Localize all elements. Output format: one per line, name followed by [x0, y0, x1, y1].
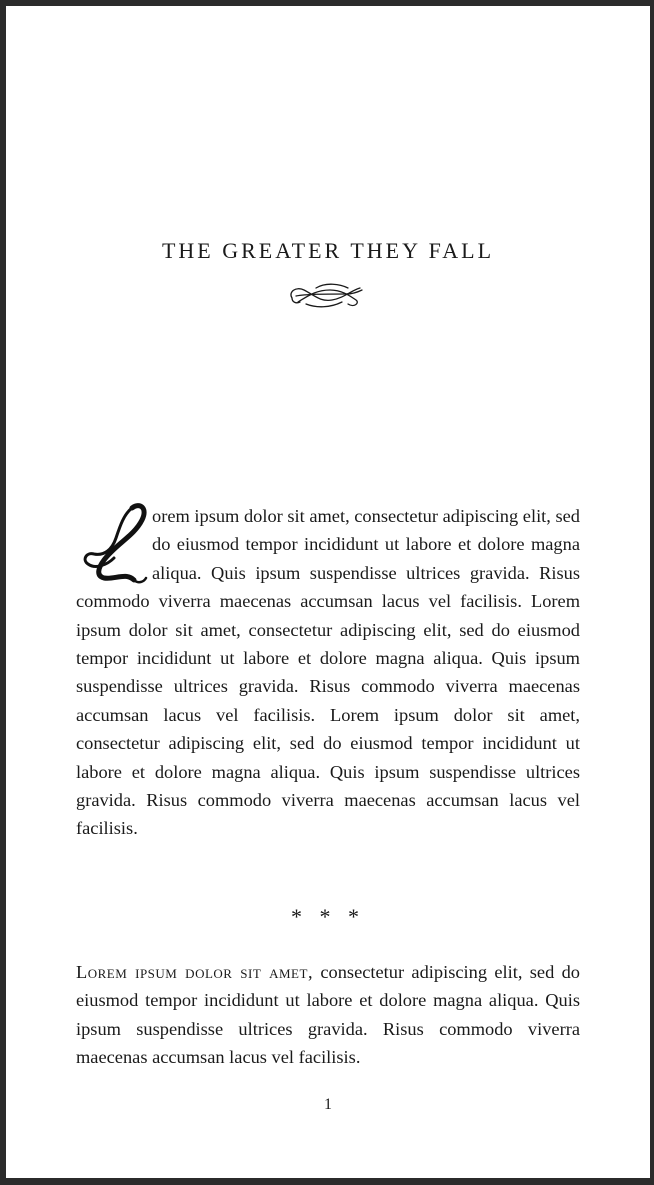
paragraph-2-lead-in: Lorem ipsum dolor sit amet, [76, 962, 314, 982]
book-page [6, 6, 650, 1178]
scene-break: * * * [291, 904, 365, 929]
paragraph-1 [76, 502, 580, 843]
paragraph-2-text: consectetur adipiscing elit, sed do eiusmod tempor incididunt ut labore et dolore magna aliqua. Quis ipsum suspendisse ultrices gravida. Risus commodo viverra maecenas accumsan lacus vel facilisis. [76, 962, 581, 1068]
flourish-ornament-icon [286, 278, 366, 314]
drop-cap-letter [74, 498, 152, 584]
paragraph-2 [76, 958, 580, 1072]
page-number: 1 [324, 1096, 332, 1113]
paragraph-1-text: orem ipsum dolor sit amet, consectetur adipiscing elit, sed do eiusmod tempor incididunt ut labore et dolore magna aliqua. Quis ipsum suspendisse ultrices gravida. Risus commodo viverra maecenas accumsan lacus vel facilisis. Lorem ipsum dolor sit amet, consectetur adipiscing elit, sed do eiusmod tempor incididunt ut labore et dolore magna aliqua. Quis ipsum suspendisse ultrices gravida. Risus commodo viverra maecenas accumsan lacus vel facilisis. Lorem ipsum dolor sit amet, consectetur adipiscing elit, sed do eiusmod tempor incididunt ut labore et dolore magna aliqua. Quis ipsum suspendisse ultrices gravida. Risus commodo viverra maecenas accumsan lacus vel facilisis. [76, 506, 580, 839]
chapter-title: THE GREATER THEY FALL [161, 238, 495, 263]
